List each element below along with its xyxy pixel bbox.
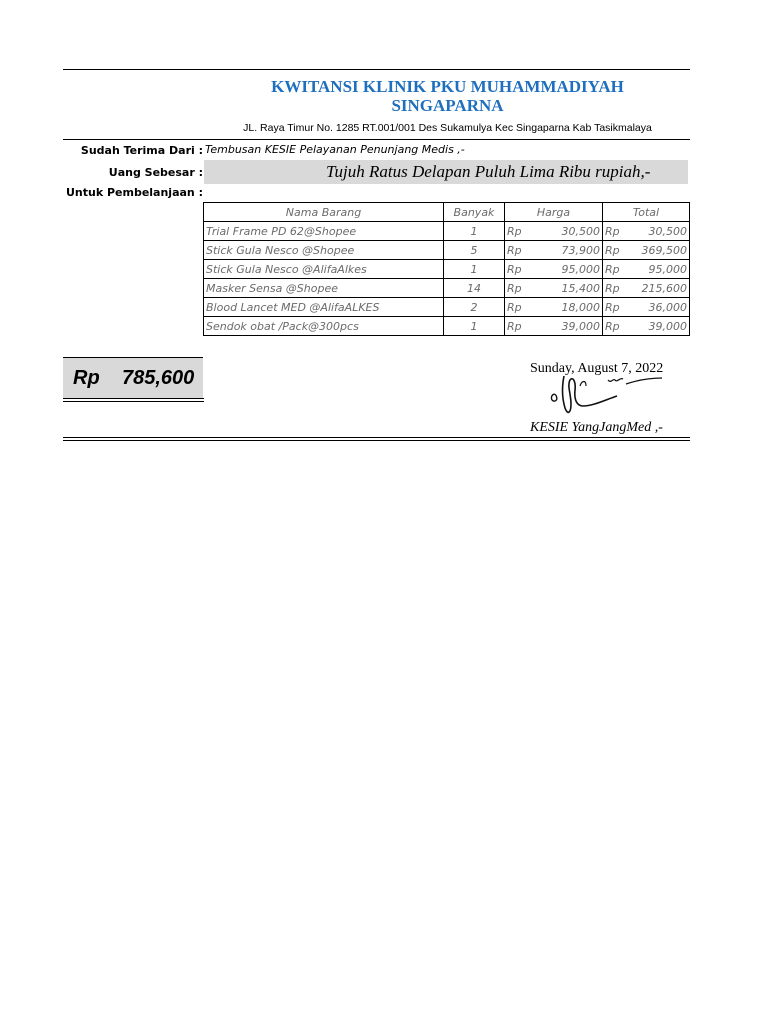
item-total-currency: Rp: [603, 279, 631, 298]
table-row: [204, 317, 690, 336]
table-row: [204, 298, 690, 317]
item-price: 30,500: [533, 222, 603, 241]
signer-name: KESIE YangJangMed ,-: [530, 420, 663, 435]
item-total-currency: Rp: [603, 260, 631, 279]
column-header-price: Harga: [505, 203, 603, 222]
item-price-currency: Rp: [505, 241, 533, 260]
item-name: Sendok obat /Pack@300pcs: [204, 317, 444, 336]
item-qty: 1: [444, 260, 505, 279]
item-price: 73,900: [533, 241, 603, 260]
receipt-date: Sunday, August 7, 2022: [530, 361, 664, 376]
item-total: 39,000: [631, 317, 690, 336]
bottom-double-rule: [63, 440, 690, 441]
item-total: 215,600: [631, 279, 690, 298]
item-price: 15,400: [533, 279, 603, 298]
item-total-currency: Rp: [603, 241, 631, 260]
item-price: 39,000: [533, 317, 603, 336]
column-header-total: Total: [603, 203, 690, 222]
item-qty: 1: [444, 222, 505, 241]
item-price-currency: Rp: [505, 260, 533, 279]
item-total-currency: Rp: [603, 222, 631, 241]
item-qty: 5: [444, 241, 505, 260]
item-price: 18,000: [533, 298, 603, 317]
clinic-address: JL. Raya Timur No. 1285 RT.001/001 Des Sukamulya Kec Singaparna Kab Tasikmalaya: [243, 122, 652, 134]
handwritten-signature: [540, 372, 670, 424]
amount-label: Uang Sebesar :: [108, 166, 203, 179]
item-price: 95,000: [533, 260, 603, 279]
column-header-name: Nama Barang: [204, 203, 444, 222]
table-row: [204, 222, 690, 241]
item-price-currency: Rp: [505, 298, 533, 317]
item-name: Stick Gula Nesco @AlifaAlkes: [204, 260, 444, 279]
item-total: 30,500: [631, 222, 690, 241]
item-name: Trial Frame PD 62@Shopee: [204, 222, 444, 241]
total-double-underline: [63, 401, 204, 402]
grand-total-value: 785,600: [122, 367, 195, 389]
received-from-label: Sudah Terima Dari :: [80, 144, 203, 157]
table-row: [204, 241, 690, 260]
receipt-title-line1: KWITANSI KLINIK PKU MUHAMMADIYAH: [271, 77, 624, 96]
item-price-currency: Rp: [505, 317, 533, 336]
header-rule: [63, 139, 690, 140]
purpose-label: Untuk Pembelanjaan :: [65, 186, 203, 199]
item-total-currency: Rp: [603, 298, 631, 317]
item-total: 36,000: [631, 298, 690, 317]
bottom-rule: [63, 437, 690, 438]
items-table: [203, 202, 690, 336]
table-header-row: [204, 203, 690, 222]
amount-in-words: Tujuh Ratus Delapan Puluh Lima Ribu rupiah,-: [326, 162, 651, 181]
total-underline: [63, 398, 204, 399]
grand-total-currency: Rp: [73, 367, 100, 389]
item-name: Blood Lancet MED @AlifaALKES: [204, 298, 444, 317]
table-row: [204, 279, 690, 298]
item-total-currency: Rp: [603, 317, 631, 336]
top-rule: [63, 69, 690, 70]
item-name: Masker Sensa @Shopee: [204, 279, 444, 298]
item-total: 95,000: [631, 260, 690, 279]
table-row: [204, 260, 690, 279]
grand-total-box: [63, 357, 203, 398]
item-qty: 14: [444, 279, 505, 298]
item-price-currency: Rp: [505, 279, 533, 298]
received-from-value: Tembusan KESIE Pelayanan Penunjang Medis ,-: [205, 143, 465, 156]
item-price-currency: Rp: [505, 222, 533, 241]
item-qty: 2: [444, 298, 505, 317]
receipt-title-line2: SINGAPARNA: [391, 96, 504, 115]
item-total: 369,500: [631, 241, 690, 260]
item-qty: 1: [444, 317, 505, 336]
item-name: Stick Gula Nesco @Shopee: [204, 241, 444, 260]
column-header-qty: Banyak: [444, 203, 505, 222]
